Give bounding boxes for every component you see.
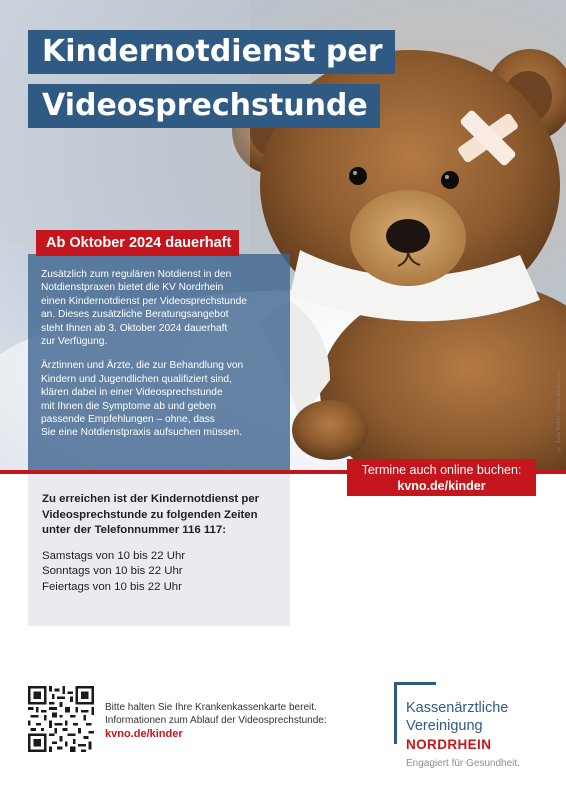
page-title-line-2: Videosprechstunde [28, 84, 380, 128]
online-booking-box[interactable] [347, 459, 536, 496]
footer-line-2: Informationen zum Ablauf der Videosprechstunde: [105, 715, 327, 727]
info-paragraph-2: Ärztinnen und Ärzte, die zur Behandlung von Kindern und Jugendlichen qualifiziert sind, klären dabei in einer Videosprechstunde mit Ihnen die Symptome ab und geben passende Empfehlungen – ohne, dass Sie eine Notdienstpraxis aufsuchen müssen. [41, 360, 244, 439]
page-title-line-1: Kindernotdienst per [28, 30, 395, 74]
footer-link[interactable]: kvno.de/kinder [105, 727, 183, 740]
qr-code-icon[interactable] [28, 686, 94, 752]
logo-name-line-2: Vereinigung [406, 718, 483, 734]
availability-badge: Ab Oktober 2024 dauerhaft [36, 230, 239, 256]
hours-row-saturday: Samstags von 10 bis 22 Uhr [42, 549, 186, 562]
hours-row-sunday: Sonntags von 10 bis 22 Uhr [42, 565, 183, 577]
info-panel [28, 254, 290, 470]
footer-text [105, 701, 327, 741]
logo-name-line-1: Kassenärztliche [406, 700, 509, 716]
hours-panel [28, 474, 290, 626]
booking-label: Termine auch online buchen: [361, 463, 522, 477]
footer-line-1: Bitte halten Sie Ihre Krankenkassenkarte bereit. [105, 702, 317, 713]
logo-bracket-top [394, 682, 436, 685]
logo-name-line-3: NORDRHEIN [406, 737, 492, 752]
hours-lead: Zu erreichen ist der Kindernotdienst per Videosprechstunde zu folgenden Zeiten unter der Telefonnummer 116 117: [42, 493, 260, 536]
photo-credit: © Julia Rotter / stock.adobe.com [556, 370, 562, 452]
logo-slogan: Engagiert für Gesundheit. [406, 758, 520, 769]
kvno-logo [394, 682, 544, 774]
info-paragraph-1: Zusätzlich zum regulären Notdienst in den Notdienstpraxen bietet die KV Nordrhein einen Kindernotdienst per Videosprechstunde an. Dieses zusätzliche Beratungsangebot steht Ihnen ab 3. Oktober 2024 dauerhaft zur Verfügung. [41, 269, 247, 348]
logo-bracket-vertical [394, 682, 397, 744]
booking-link[interactable]: kvno.de/kinder [397, 479, 486, 493]
hours-row-holiday: Feiertags von 10 bis 22 Uhr [42, 580, 182, 593]
